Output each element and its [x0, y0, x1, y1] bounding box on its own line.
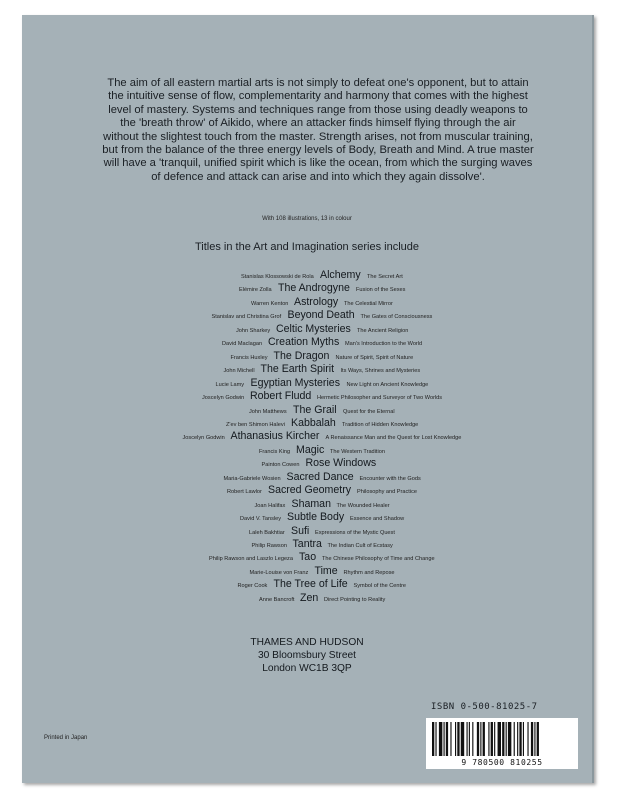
title-row — [22, 282, 592, 295]
title-author: Painton Cowen — [261, 462, 300, 469]
title-subtitle: Tradition of Hidden Knowledge — [342, 421, 419, 428]
barcode-bar — [531, 722, 533, 756]
title-subtitle: Essence and Shadow — [350, 516, 405, 523]
title-row — [22, 592, 592, 605]
title-subtitle: Nature of Spirit, Spirit of Nature — [335, 354, 414, 361]
title-row — [22, 538, 592, 551]
title-row — [22, 511, 592, 524]
title-row — [22, 430, 592, 443]
title-author: Stanislas Klossowski de Rola — [241, 274, 314, 280]
title-row — [22, 484, 592, 497]
barcode-bar — [446, 722, 448, 756]
title-name: The Grail — [293, 403, 337, 416]
title-subtitle: A Renaissance Man and the Quest for Lost Knowledge — [325, 435, 462, 442]
title-author: Joscelyn Godwin — [182, 435, 225, 442]
barcode-bar — [494, 722, 495, 756]
barcode-bar — [508, 722, 511, 756]
barcode-bar — [519, 722, 521, 756]
barcode-bar — [480, 722, 481, 756]
title-row — [22, 457, 592, 470]
title-author: Marie-Louise von Franz — [249, 569, 309, 576]
barcode-bar — [527, 722, 528, 756]
title-subtitle: The Secret Art — [367, 274, 403, 280]
barcode — [426, 718, 578, 769]
title-subtitle: Quest for the Eternal — [343, 408, 395, 415]
title-subtitle: The Gates of Consciousness — [360, 314, 433, 321]
series-heading: Titles in the Art and Imagination series include — [195, 241, 419, 253]
title-author: John Sharkey — [236, 327, 271, 334]
title-name: Sacred Geometry — [268, 484, 352, 497]
title-author: Joan Halifax — [254, 502, 286, 509]
title-name: Shaman — [291, 497, 331, 510]
title-author: David V. Tansley — [240, 516, 282, 523]
title-subtitle: Fusion of the Sexes — [356, 287, 406, 294]
title-name: Tao — [299, 551, 317, 564]
title-row — [22, 350, 592, 363]
title-subtitle: Direct Pointing to Reality — [324, 596, 386, 603]
barcode-bar — [502, 722, 504, 756]
barcode-bar — [491, 722, 493, 756]
title-name: Sacred Dance — [286, 470, 354, 483]
barcode-bar — [523, 722, 524, 756]
publisher-name: THAMES AND HUDSON — [250, 637, 364, 648]
title-author: Anne Bancroft — [259, 596, 295, 603]
title-subtitle: The Wounded Healer — [336, 502, 390, 509]
title-name: Time — [314, 564, 338, 577]
title-subtitle: The Indian Cult of Ecstasy — [327, 543, 393, 549]
barcode-bar — [444, 722, 445, 756]
title-name: Rose Windows — [305, 457, 377, 470]
isbn-label: ISBN 0-500-81025-7 — [431, 702, 538, 712]
title-row — [22, 404, 592, 417]
title-subtitle: Its Ways, Shrines and Mysteries — [340, 368, 421, 375]
title-name: Athanasius Kircher — [230, 430, 320, 443]
barcode-bar — [472, 722, 473, 756]
title-name: Tantra — [292, 538, 322, 550]
barcode-bar — [467, 722, 468, 756]
title-name: The Earth Spirit — [260, 363, 335, 376]
title-row — [22, 296, 592, 309]
barcode-bar — [537, 722, 539, 756]
barcode-bar — [488, 722, 489, 756]
title-author: Warren Kenton — [251, 300, 289, 307]
barcode-bar — [517, 722, 518, 756]
title-name: Sufi — [291, 524, 310, 537]
title-name: Celtic Mysteries — [276, 322, 351, 335]
blurb-text: The aim of all eastern martial arts is not simply to defeat one's opponent, but to attain the intuitive sense of flow, complementarity and harmony that comes with the highest level of mastery. Systems and techniques range from those using deadly weapons to the 'breath throw' of Aikido, where an attacker finds himself flying through the air without the slightest touch from the master. Strength arises, not from muscular training, but from the balance of the three energy levels of Body, Breath and Mind. A true master will have a 'tranquil, unified spirit which is like the ocean, from which the surging waves of defence and attack can arise and into which they again dissolve'. — [102, 77, 534, 183]
barcode-bar — [457, 722, 459, 756]
title-author: Robert Lawlor — [227, 489, 262, 496]
printed-in-note: Printed in Japan — [44, 735, 88, 741]
title-name: Creation Myths — [268, 336, 340, 349]
title-row — [22, 471, 592, 484]
publisher-city: London WC1B 3QP — [262, 663, 352, 674]
barcode-bar — [435, 722, 436, 756]
title-subtitle: New Light on Ancient Knowledge — [346, 381, 429, 388]
title-row — [22, 444, 592, 457]
title-name: Egyptian Mysteries — [250, 376, 340, 389]
title-row — [22, 565, 592, 578]
title-author: Maria-Gabriele Wosien — [223, 475, 281, 482]
title-row — [22, 363, 592, 376]
title-row — [22, 309, 592, 322]
title-row — [22, 551, 592, 564]
title-author: Elémire Zolla — [239, 287, 272, 294]
title-row — [22, 269, 592, 282]
title-row — [22, 377, 592, 390]
title-subtitle: Encounter with the Gods — [359, 475, 421, 482]
title-name: Subtle Body — [287, 511, 345, 524]
barcode-bar — [450, 722, 451, 756]
title-name: Magic — [296, 443, 325, 456]
title-subtitle: The Ancient Religion — [357, 327, 409, 334]
barcode-bar — [483, 722, 485, 756]
title-subtitle: The Celestial Mirror — [344, 300, 393, 307]
title-subtitle: Rhythm and Repose — [343, 569, 395, 576]
barcode-bar — [469, 722, 470, 756]
title-author: Francis Huxley — [230, 354, 268, 361]
publisher-street: 30 Bloomsbury Street — [258, 650, 356, 661]
barcode-bar — [477, 722, 479, 756]
barcode-bars — [432, 722, 572, 756]
title-author: John Matthews — [249, 408, 287, 415]
title-row — [22, 498, 592, 511]
title-subtitle: Man's Introduction to the World — [345, 341, 423, 348]
barcode-bar — [439, 722, 442, 756]
title-subtitle: The Chinese Philosophy of Time and Change — [322, 556, 435, 563]
title-subtitle: Philosophy and Practice — [357, 489, 418, 496]
barcode-bar — [455, 722, 456, 756]
title-author: Francis King — [259, 448, 291, 455]
title-name: The Dragon — [273, 349, 330, 362]
publisher-block — [22, 636, 592, 675]
title-subtitle: Hermetic Philosopher and Surveyor of Two Worlds — [317, 395, 443, 402]
barcode-bar — [506, 722, 507, 756]
title-name: Beyond Death — [287, 309, 355, 322]
barcode-bar — [498, 722, 501, 756]
title-name: Kabbalah — [291, 416, 336, 429]
illustrations-note: With 108 illustrations, 13 in colour — [262, 216, 352, 222]
title-author: Stanislav and Christina Grof — [211, 314, 282, 321]
title-row — [22, 336, 592, 349]
title-author: John Michell — [223, 368, 255, 375]
title-subtitle: Expressions of the Mystic Quest — [315, 529, 395, 536]
barcode-bar — [432, 722, 434, 756]
title-subtitle: Symbol of the Centre — [353, 583, 407, 590]
title-name: The Androgyne — [278, 282, 350, 295]
barcode-bar — [461, 722, 464, 756]
title-author: Roger Cook — [237, 583, 268, 590]
title-row — [22, 417, 592, 430]
title-row — [22, 390, 592, 403]
barcode-bar — [534, 722, 535, 756]
title-name: The Tree of Life — [273, 578, 348, 591]
title-subtitle: The Western Tradition — [330, 448, 385, 455]
title-author: Joscelyn Godwin — [202, 395, 245, 402]
title-author: Philip Rawson and Laszlo Legeza — [209, 556, 293, 563]
title-author: Z'ev ben Shimon Halevi — [226, 421, 285, 428]
barcode-number: 9 780500 810255 — [461, 758, 543, 767]
title-row — [22, 525, 592, 538]
title-author: Laleh Bakhtiar — [249, 529, 285, 536]
title-row — [22, 578, 592, 591]
title-author: Philip Rawson — [251, 543, 287, 549]
title-row — [22, 323, 592, 336]
title-name: Alchemy — [320, 269, 361, 281]
title-author: Lucie Lamy — [215, 381, 245, 388]
title-name: Robert Fludd — [250, 390, 312, 403]
book-back-cover — [22, 15, 594, 783]
title-author: David Maclagan — [222, 341, 263, 348]
barcode-bar — [514, 722, 515, 756]
title-name: Zen — [300, 591, 319, 604]
title-name: Astrology — [294, 295, 339, 308]
